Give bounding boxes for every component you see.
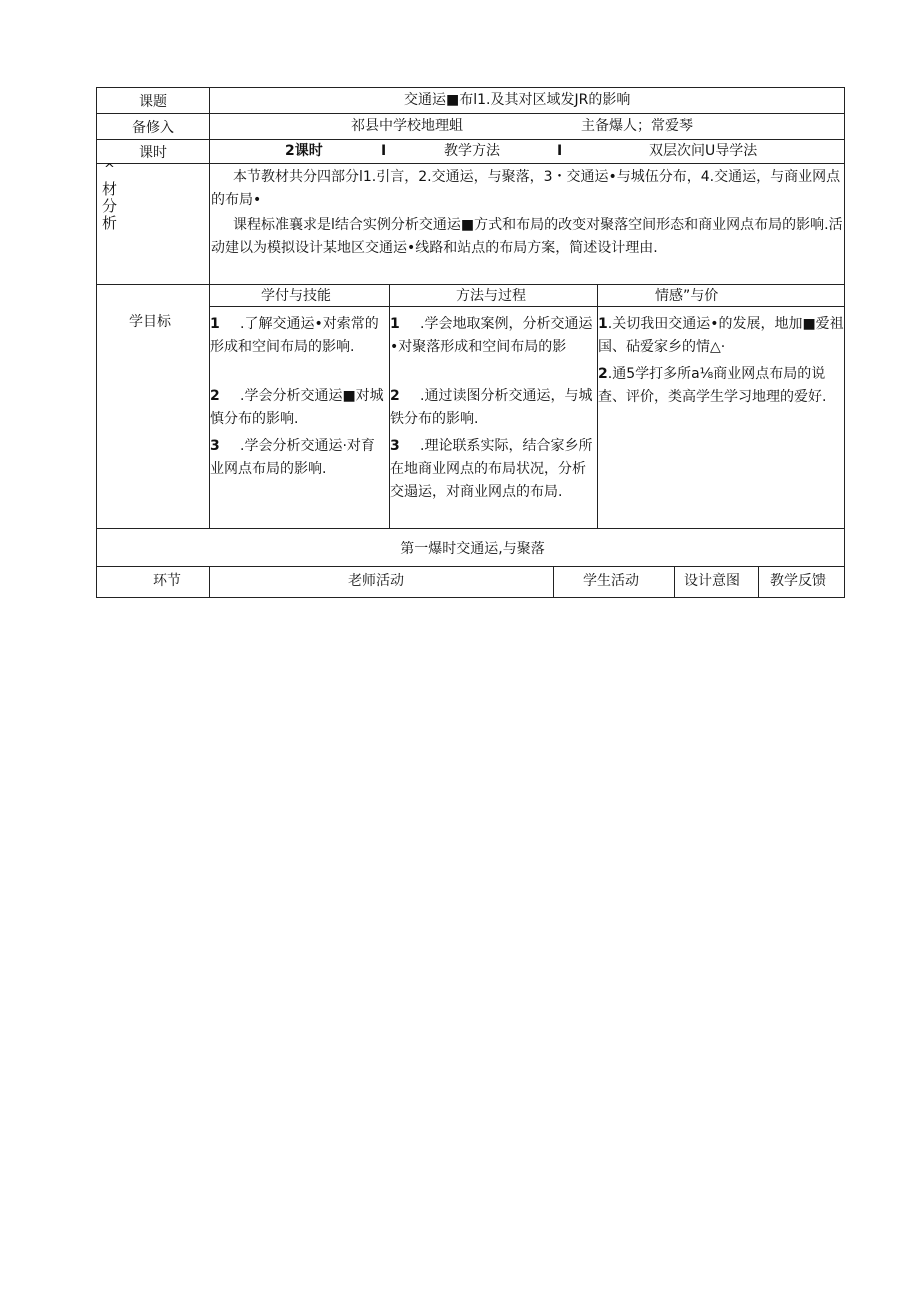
objectives-col3-header: 情感”与价 [655, 288, 719, 304]
prep-label-cell [97, 114, 209, 139]
objectives-label-cell [97, 285, 209, 528]
list-item [598, 313, 844, 363]
analysis-label-char-1: 材 [102, 180, 118, 198]
list-item [210, 385, 386, 435]
row-objectives [96, 284, 845, 528]
row-section-title [96, 528, 845, 566]
item-text: .学会地取案例，分析交通运•对聚落形成和空间布局的影 [390, 316, 593, 355]
row-activity-header [96, 566, 845, 598]
item-text: .学会分析交通运·对育业网点布局的影响. [210, 438, 375, 477]
teaching-feedback-header: 教学反馈 [770, 573, 826, 589]
topic-value: 交通运■布l1.及其对区域发JR的影响 [404, 92, 631, 108]
hours-value: 2课时 [285, 143, 323, 159]
separator-1: I [381, 143, 387, 159]
list-item [210, 435, 386, 481]
analysis-label-mark: ^ [104, 162, 115, 177]
analysis-paragraph-2: 课程标准襄求是l结合实例分析交通运■方式和布局的改变对聚落空间形态和商业网点布局的影响.活动建以为模拟设计某地区交通运•线路和站点的布局方案，简述设计理由. [211, 217, 843, 256]
analysis-label-cell [97, 164, 209, 284]
list-item [210, 313, 386, 385]
hours-label: 课时 [139, 144, 167, 161]
item-text: .了解交通运•对索常的形成和空间布局的影响. [210, 316, 379, 355]
objectives-col2 [390, 313, 596, 504]
item-number: 1 [210, 316, 220, 332]
item-text: .理论联系实际，结合家乡所在地商业网点的布局状况，分析交遢运，对商业网点的布局. [390, 438, 593, 500]
analysis-paragraph-1: 本节教材共分四部分l1.引言，2.交通运，与聚落，3・交通运•与城伍分布，4.交通运，与商业网点的布局• [211, 169, 841, 208]
prep-label: 备修入 [132, 119, 174, 136]
separator-2: I [557, 143, 563, 159]
objectives-col3 [598, 313, 844, 409]
item-number: 3 [210, 438, 220, 454]
item-number: 2 [390, 388, 400, 404]
item-text: .通过读图分析交通运，与城铁分布的影响. [390, 388, 593, 427]
analysis-label-char-2: 分 [102, 197, 118, 215]
analysis-label-char-3: 析 [102, 214, 118, 232]
item-text: .学会分析交通运■对城慎分布的影响. [210, 388, 384, 427]
item-text: .通5学打多所a⅛商业网点布局的说查、评价，类高学生学习地理的爱好. [598, 366, 827, 405]
list-item [390, 385, 596, 435]
prep-main: 主备爆人；常爱琴 [581, 118, 693, 134]
list-item [598, 363, 844, 409]
item-text: .关切我田交通运•的发展，地加■爱祖国、砧爱家乡的情△· [598, 316, 844, 355]
topic-value-cell [210, 88, 844, 113]
row-analysis [96, 163, 845, 284]
list-item [390, 313, 596, 385]
item-number: 2 [210, 388, 220, 404]
item-number: 1 [598, 316, 608, 332]
objectives-col2-header: 方法与过程 [456, 288, 526, 304]
stage-header: 环节 [153, 573, 181, 589]
objectives-label: 学目标 [129, 314, 171, 330]
objectives-col1-header: 学付与技能 [261, 288, 331, 304]
topic-label-cell [97, 88, 209, 113]
item-number: 2 [598, 366, 608, 382]
prep-group: 祁县中学校地理蛆 [351, 118, 463, 134]
objectives-col1 [210, 313, 386, 481]
design-intent-header: 设计意图 [684, 573, 740, 589]
item-number: 3 [390, 438, 400, 454]
method-value: 双层次问U导学法 [649, 143, 758, 159]
topic-label: 课题 [139, 93, 167, 110]
method-label: 教学方法 [444, 143, 500, 159]
item-number: 1 [390, 316, 400, 332]
section-title: 第一爆时交通运,与聚落 [400, 540, 545, 557]
student-activity-header: 学生活动 [583, 573, 639, 589]
row-prep [96, 113, 845, 139]
list-item [390, 435, 596, 504]
teacher-activity-header: 老师活动 [348, 573, 404, 589]
row-topic [96, 87, 845, 113]
row-hours [96, 139, 845, 163]
